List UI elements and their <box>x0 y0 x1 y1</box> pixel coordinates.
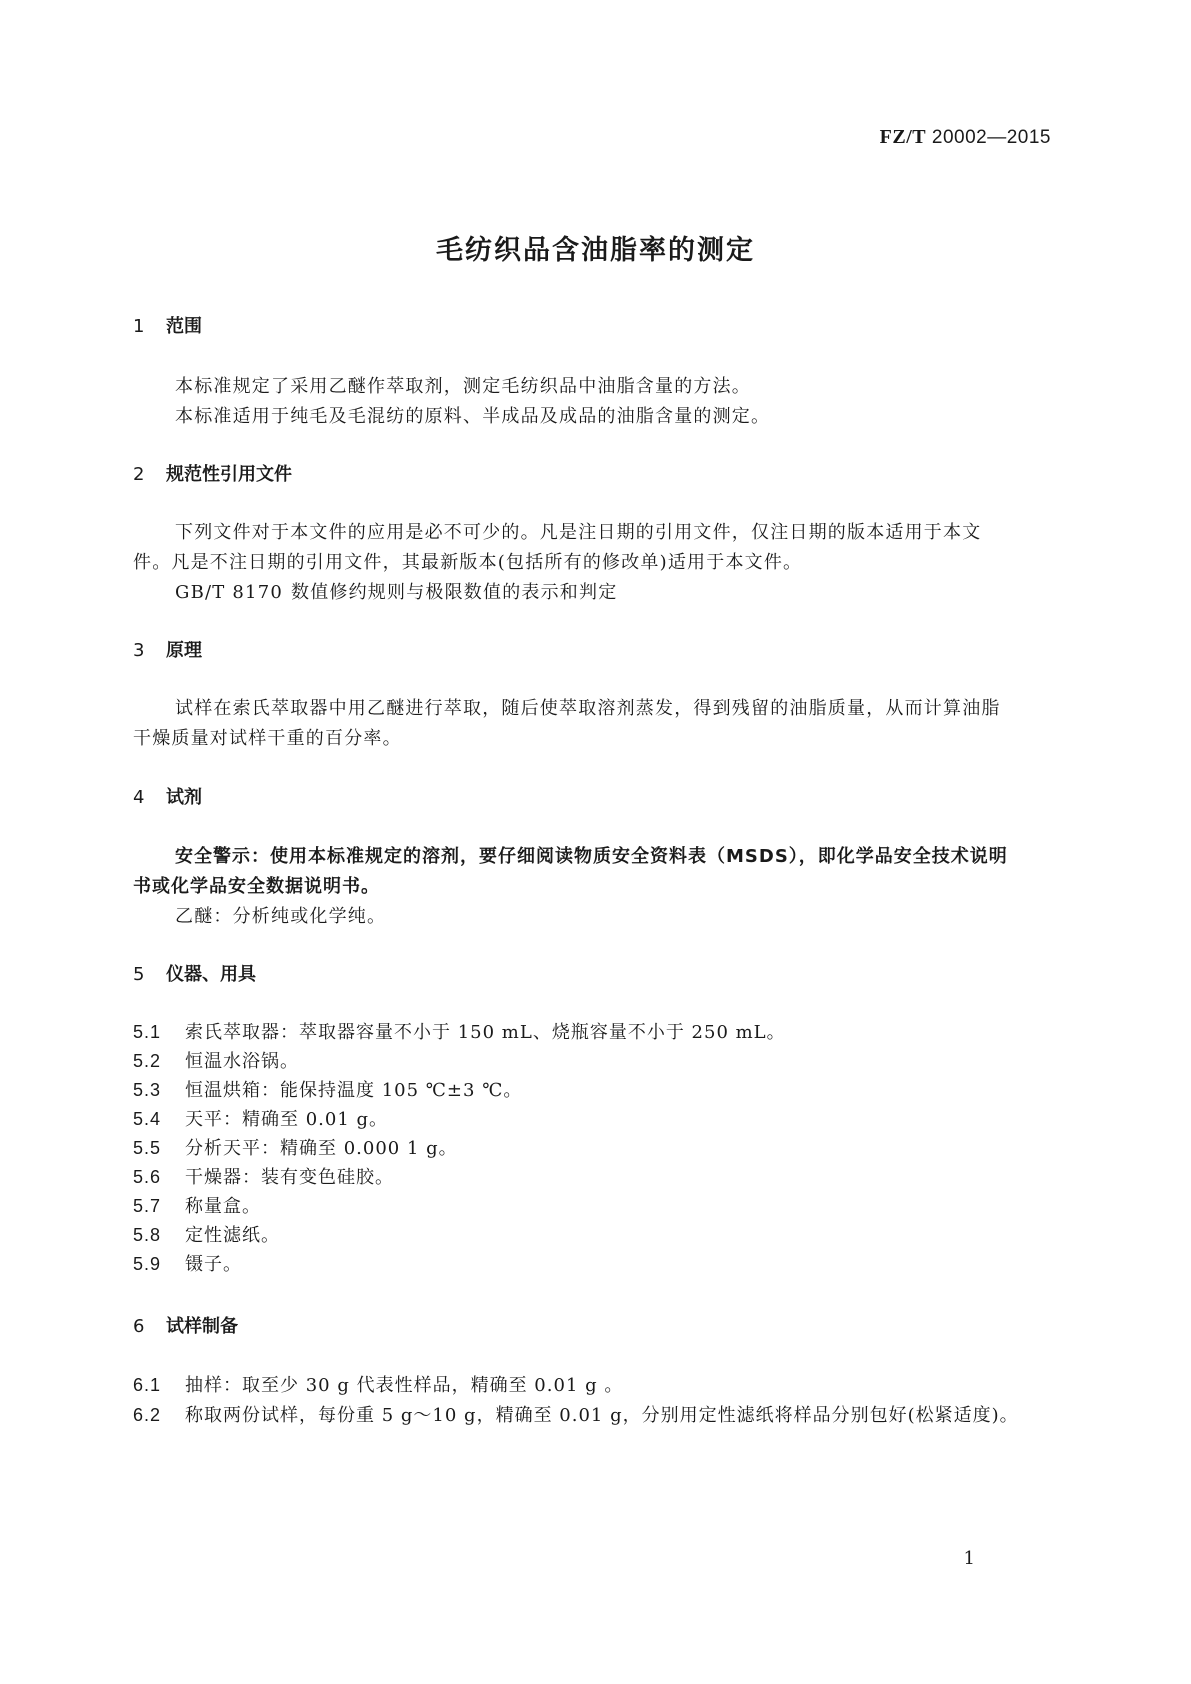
paragraph: 下列文件对于本文件的应用是必不可少的。凡是注日期的引用文件，仅注日期的版本适用于本文 <box>175 522 982 543</box>
paragraph: 本标准适用于纯毛及毛混纺的原料、半成品及成品的油脂含量的测定。 <box>175 406 771 427</box>
item-number: 6.1 <box>133 1375 162 1395</box>
page-number: 1 <box>963 1548 975 1569</box>
list-item <box>133 1105 388 1131</box>
item-number: 5.4 <box>133 1109 162 1129</box>
safety-warning-continued: 书或化学品安全数据说明书。 <box>133 876 380 897</box>
section-5-heading <box>133 960 256 986</box>
reagent-line: 乙醚：分析纯或化学纯。 <box>175 906 387 927</box>
list-item <box>133 1221 280 1247</box>
list-item <box>133 1018 786 1044</box>
section-1-heading <box>133 312 202 338</box>
document-title: 毛纺织品含油脂率的测定 <box>436 235 755 266</box>
list-item <box>133 1401 1019 1427</box>
standard-prefix: FZ/T <box>879 126 927 148</box>
item-text: 恒温水浴锅。 <box>185 1051 299 1072</box>
paragraph: 本标准规定了采用乙醚作萃取剂，测定毛纺织品中油脂含量的方法。 <box>175 376 751 397</box>
item-text: 天平：精确至 0.01 g。 <box>185 1109 389 1130</box>
item-text: 称取两份试样，每份重 5 g～10 g，精确至 0.01 g，分别用定性滤纸将样品分别包好(松紧适度)。 <box>185 1405 1019 1426</box>
section-number: 1 <box>133 316 145 337</box>
safety-warning: 安全警示：使用本标准规定的溶剂，要仔细阅读物质安全资料表（MSDS），即化学品安全技术说明 <box>175 846 1008 867</box>
reference-title: 数值修约规则与极限数值的表示和判定 <box>291 582 618 603</box>
list-item <box>133 1192 261 1218</box>
item-text: 恒温烘箱：能保持温度 105 ℃±3 ℃。 <box>185 1080 523 1101</box>
item-text: 抽样：取至少 30 g 代表性样品，精确至 0.01 g 。 <box>185 1375 624 1396</box>
item-text: 称量盒。 <box>185 1196 261 1217</box>
item-number: 5.7 <box>133 1196 162 1216</box>
section-6-heading <box>133 1312 238 1338</box>
section-title: 仪器、用具 <box>166 964 256 985</box>
list-item <box>133 1134 458 1160</box>
section-number: 4 <box>133 787 145 808</box>
item-text: 镊子。 <box>185 1254 242 1275</box>
section-number: 6 <box>133 1316 145 1337</box>
section-number: 5 <box>133 964 145 985</box>
section-title: 试剂 <box>166 787 202 808</box>
list-item <box>133 1047 299 1073</box>
section-title: 原理 <box>166 640 202 661</box>
normative-reference <box>175 578 617 604</box>
section-title: 范围 <box>166 316 202 337</box>
item-number: 5.1 <box>133 1022 162 1042</box>
section-3-heading <box>133 636 202 662</box>
section-title: 试样制备 <box>166 1316 238 1337</box>
item-number: 5.6 <box>133 1167 162 1187</box>
section-2-heading <box>133 460 292 486</box>
item-text: 索氏萃取器：萃取器容量不小于 150 mL、烧瓶容量不小于 250 mL。 <box>185 1022 786 1043</box>
paragraph-continued: 干燥质量对试样干重的百分率。 <box>133 728 402 749</box>
reference-code: GB/T 8170 <box>175 582 284 603</box>
standard-code <box>880 126 1051 149</box>
list-item <box>133 1163 394 1189</box>
section-number: 2 <box>133 464 145 485</box>
item-number: 5.5 <box>133 1138 162 1158</box>
paragraph: 试样在索氏萃取器中用乙醚进行萃取，随后使萃取溶剂蒸发，得到残留的油脂质量，从而计算油脂 <box>175 698 1001 719</box>
standard-number: 20002—2015 <box>931 127 1051 148</box>
item-number: 5.8 <box>133 1225 162 1245</box>
item-text: 分析天平：精确至 0.000 1 g。 <box>185 1138 458 1159</box>
item-text: 定性滤纸。 <box>185 1225 280 1246</box>
list-item <box>133 1250 242 1276</box>
item-number: 5.3 <box>133 1080 162 1100</box>
item-number: 6.2 <box>133 1405 162 1425</box>
item-text: 干燥器：装有变色硅胶。 <box>185 1167 394 1188</box>
section-4-heading <box>133 783 202 809</box>
section-number: 3 <box>133 640 145 661</box>
paragraph-continued: 件。凡是不注日期的引用文件，其最新版本(包括所有的修改单)适用于本文件。 <box>133 552 803 573</box>
list-item <box>133 1371 623 1397</box>
item-number: 5.2 <box>133 1051 162 1071</box>
item-number: 5.9 <box>133 1254 162 1274</box>
section-title: 规范性引用文件 <box>166 464 292 485</box>
list-item <box>133 1076 522 1102</box>
